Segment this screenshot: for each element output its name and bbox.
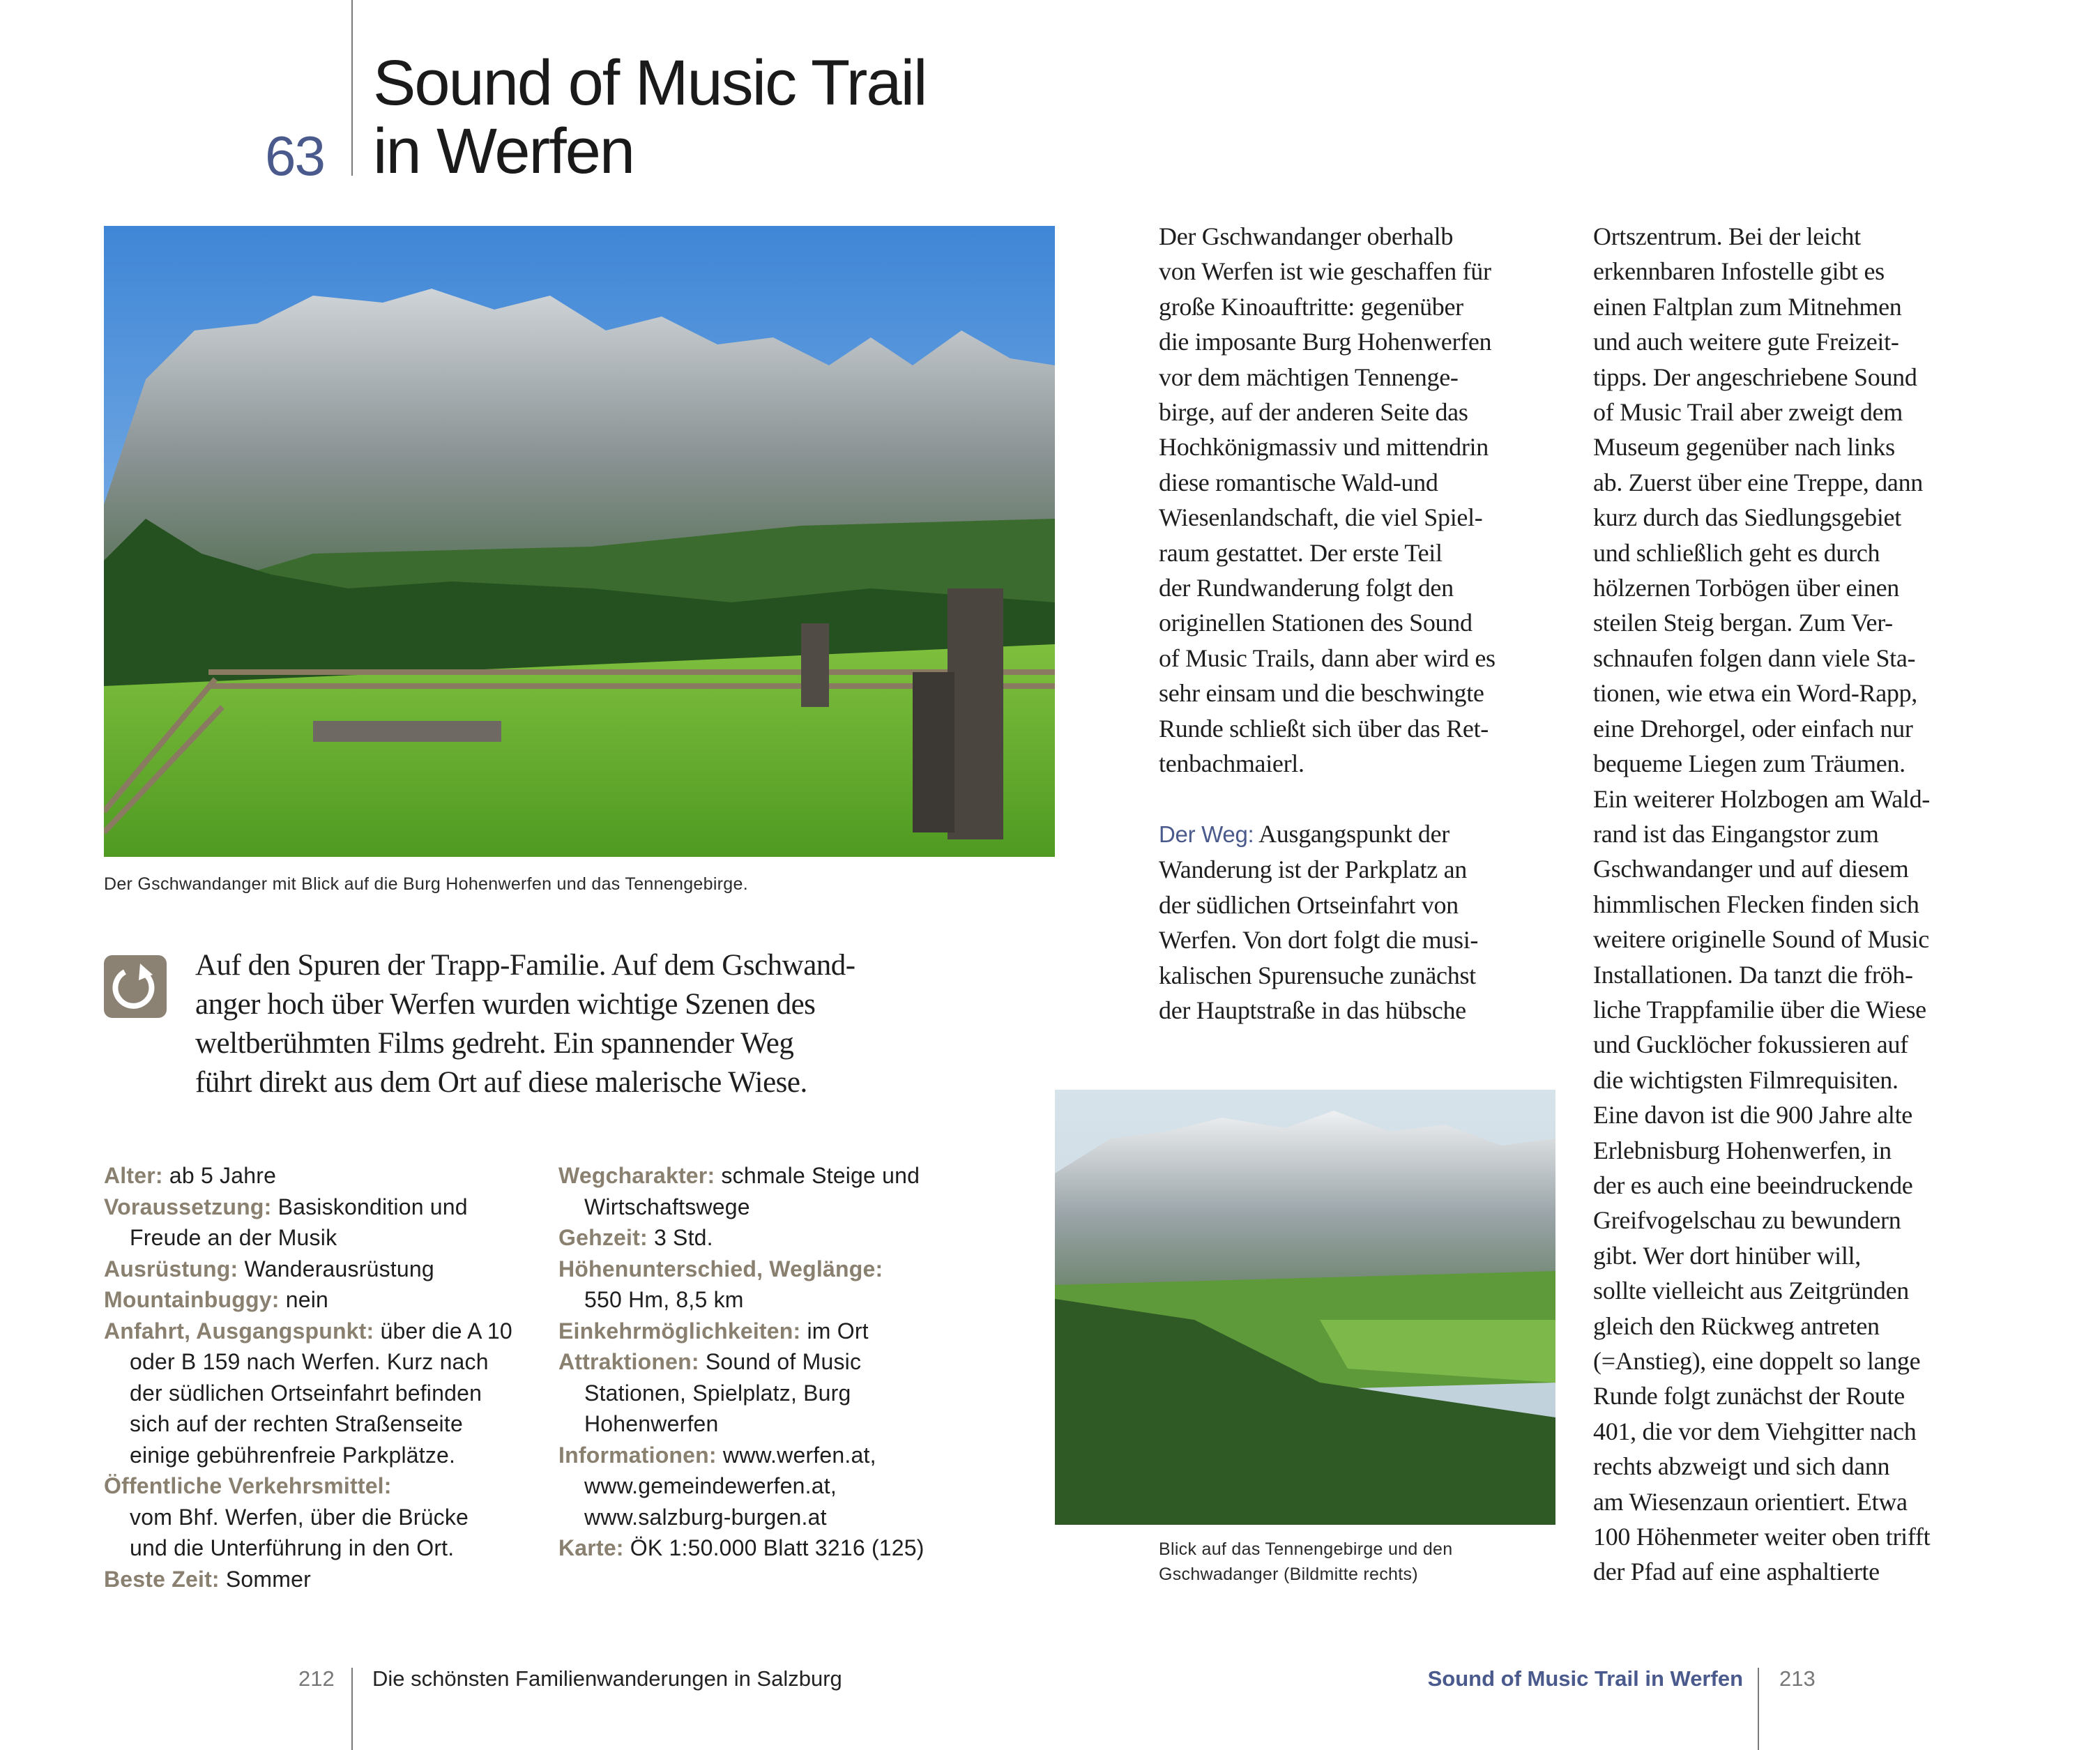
- body-line: kurz durch das Siedlungsgebiet: [1593, 503, 1901, 532]
- info-label: Karte:: [558, 1535, 624, 1560]
- body-line: die wichtigsten Filmrequisiten.: [1593, 1065, 1899, 1094]
- body-line: bequeme Liegen zum Träumen.: [1593, 750, 1905, 778]
- body-line: Gschwandanger und auf diesem: [1593, 855, 1909, 883]
- info-label: Attraktionen:: [558, 1349, 699, 1374]
- info-value: schmale Steige und: [721, 1163, 920, 1188]
- chapter-number: 63: [265, 125, 324, 187]
- info-item: [104, 1160, 550, 1192]
- body-line: of Music Trail aber zweigt dem: [1593, 398, 1903, 427]
- info-value: der südlichen Ortseinfahrt befinden: [130, 1380, 482, 1406]
- body-line: Museum gegenüber nach links: [1593, 433, 1895, 462]
- info-value: sich auf der rechten Straßenseite: [130, 1411, 463, 1436]
- right-page-number: 213: [1779, 1666, 1816, 1691]
- body-line: Erlebnisburg Hohenwerfen, in: [1593, 1136, 1892, 1164]
- info-box-left: [104, 1160, 550, 1595]
- info-value: einige gebührenfreie Parkplätze.: [130, 1442, 456, 1468]
- info-value: Sommer: [225, 1566, 311, 1592]
- circular-arrow-icon: [104, 955, 167, 1018]
- body-line: der es auch eine beeindruckende: [1593, 1171, 1913, 1199]
- info-label: Voraussetzung:: [104, 1194, 272, 1219]
- body-line: tenbachmaierl.: [1159, 750, 1304, 778]
- info-value: www.werfen.at,: [722, 1442, 876, 1468]
- info-value: Basiskondition und: [277, 1194, 468, 1219]
- body-line: tipps. Der angeschriebene Sound: [1593, 363, 1917, 391]
- body-line: (=Anstieg), eine doppelt so lange: [1593, 1347, 1921, 1375]
- caption-line: Gschwadanger (Bildmitte rechts): [1159, 1565, 1418, 1584]
- body-line: der südlichen Ortseinfahrt von: [1159, 890, 1459, 919]
- info-value: ÖK 1:50.000 Blatt 3216 (125): [630, 1535, 925, 1560]
- body-line: tionen, wie etwa ein Word-Rapp,: [1593, 679, 1918, 708]
- info-value: Wirtschaftswege: [584, 1194, 750, 1219]
- lead-line: anger hoch über Werfen wurden wichtige Szenen des: [195, 988, 816, 1021]
- info-item: [558, 1440, 1005, 1471]
- info-label: Einkehrmöglichkeiten:: [558, 1318, 801, 1344]
- title-line: Sound of Music Trail: [373, 47, 927, 119]
- body-column-2: [1593, 219, 1930, 1590]
- caption-line: Blick auf das Tennengebirge und den: [1159, 1539, 1453, 1559]
- info-label: Wegcharakter:: [558, 1163, 715, 1188]
- photo1-caption: Der Gschwandanger mit Blick auf die Burg Hohenwerfen und das Tennengebirge.: [104, 874, 748, 894]
- info-box-right: [558, 1160, 1005, 1564]
- info-value: im Ort: [807, 1318, 869, 1344]
- body-line: diese romantische Wald-und: [1159, 468, 1438, 496]
- info-label: Informationen:: [558, 1442, 717, 1468]
- info-value: Freude an der Musik: [130, 1225, 337, 1250]
- info-value: ab 5 Jahre: [169, 1163, 277, 1188]
- info-item: [558, 1222, 1005, 1254]
- chapter-running-title: Sound of Music Trail in Werfen: [1427, 1666, 1743, 1691]
- body-line: Ein weiterer Holzbogen am Wald-: [1593, 784, 1930, 813]
- body-line: und schließlich geht es durch: [1593, 538, 1880, 567]
- info-value: vom Bhf. Werfen, über die Brücke: [130, 1504, 469, 1530]
- body-line: von Werfen ist wie geschaffen für: [1159, 257, 1491, 286]
- lead-line: Auf den Spuren der Trapp-Familie. Auf dem Gschwand-: [195, 949, 855, 982]
- info-value: 550 Hm, 8,5 km: [584, 1287, 744, 1312]
- info-label: Alter:: [104, 1163, 163, 1188]
- info-value: Wanderausrüstung: [244, 1256, 434, 1281]
- info-item: [104, 1192, 550, 1223]
- body-line: erkennbaren Infostelle gibt es: [1593, 257, 1885, 286]
- info-value: www.gemeindewerfen.at,: [584, 1473, 837, 1498]
- left-page-number: 212: [298, 1666, 335, 1691]
- body-line: gibt. Wer dort hinüber will,: [1593, 1241, 1861, 1270]
- info-value: www.salzburg-burgen.at: [584, 1504, 827, 1530]
- lead-paragraph: [195, 946, 962, 1102]
- body-line: Runde schließt sich über das Ret-: [1159, 714, 1489, 743]
- info-item: [104, 1254, 550, 1285]
- body-line: hölzernen Torbögen über einen: [1593, 574, 1899, 602]
- info-item: [104, 1316, 550, 1347]
- info-value: und die Unterführung in den Ort.: [130, 1535, 455, 1560]
- body-line: der Rundwanderung folgt den: [1159, 574, 1454, 602]
- body-line: und Gucklöcher fokussieren auf: [1593, 1030, 1908, 1059]
- info-label: Mountainbuggy:: [104, 1287, 280, 1312]
- body-line: Greifvogelschau zu bewundern: [1593, 1206, 1901, 1235]
- info-value: oder B 159 nach Werfen. Kurz nach: [130, 1349, 489, 1374]
- info-item: [104, 1564, 550, 1595]
- body-line: Runde folgt zunächst der Route: [1593, 1382, 1905, 1410]
- landscape-image: [104, 226, 1055, 857]
- info-item: [104, 1470, 550, 1502]
- body-line: sollte vielleicht aus Zeitgründen: [1593, 1277, 1909, 1305]
- body-line: himmlischen Flecken finden sich: [1593, 890, 1919, 918]
- body-line: Der Gschwandanger oberhalb: [1159, 222, 1454, 250]
- body-line: einen Faltplan zum Mitnehmen: [1593, 292, 1902, 321]
- body-line: raum gestattet. Der erste Teil: [1159, 538, 1443, 567]
- body-line: Werfen. Von dort folgt die musi-: [1159, 926, 1479, 954]
- body-line: Hochkönigmassiv und mittendrin: [1159, 433, 1489, 462]
- body-line: originellen Stationen des Sound: [1159, 609, 1473, 637]
- footer-divider-left: [351, 1668, 353, 1750]
- body-line: Ausgangspunkt der: [1258, 819, 1450, 848]
- info-label: Höhenunterschied, Weglänge:: [558, 1256, 883, 1281]
- body-line: Installationen. Da tanzt die fröh-: [1593, 960, 1913, 989]
- body-line: 100 Höhenmeter weiter oben trifft: [1593, 1523, 1931, 1551]
- info-value: über die A 10: [380, 1318, 512, 1344]
- body-line: schnaufen folgen dann viele Sta-: [1593, 644, 1916, 672]
- lead-line: führt direkt aus dem Ort auf diese malerische Wiese.: [195, 1066, 807, 1099]
- info-item: [104, 1284, 550, 1316]
- info-item: [558, 1254, 1005, 1285]
- lead-line: weltberühmten Films gedreht. Ein spannender Weg: [195, 1027, 794, 1060]
- info-label: Öffentliche Verkehrsmittel:: [104, 1473, 392, 1498]
- body-line: liche Trappfamilie über die Wiese: [1593, 995, 1926, 1024]
- body-line: Wiesenlandschaft, die viel Spiel-: [1159, 503, 1483, 532]
- body-paragraph-2: [1159, 816, 1496, 1028]
- body-line: rand ist das Eingangstor zum: [1593, 819, 1879, 848]
- body-line: steilen Steig bergan. Zum Ver-: [1593, 609, 1893, 637]
- info-item: [558, 1316, 1005, 1347]
- body-line: und auch weitere gute Freizeit-: [1593, 328, 1899, 356]
- title-line: in Werfen: [373, 116, 634, 187]
- info-item: [558, 1160, 1005, 1192]
- body-line: kalischen Spurensuche zunächst: [1159, 961, 1476, 989]
- body-line: am Wiesenzaun orientiert. Etwa: [1593, 1487, 1908, 1516]
- body-line: ab. Zuerst über eine Treppe, dann: [1593, 468, 1923, 496]
- info-label: Ausrüstung:: [104, 1256, 238, 1281]
- body-line: birge, auf der anderen Seite das: [1159, 398, 1468, 427]
- info-item: [558, 1532, 1005, 1564]
- info-label: Anfahrt, Ausgangspunkt:: [104, 1318, 374, 1344]
- body-line: Eine davon ist die 900 Jahre alte: [1593, 1101, 1912, 1129]
- photo-tennengebirge: [1055, 1090, 1555, 1525]
- body-line: vor dem mächtigen Tennenge-: [1159, 363, 1459, 391]
- body-paragraph-1: [1159, 219, 1496, 782]
- body-line: eine Drehorgel, oder einfach nur: [1593, 714, 1913, 743]
- body-line: der Pfad auf eine asphaltierte: [1593, 1558, 1880, 1586]
- info-label: Gehzeit:: [558, 1225, 648, 1250]
- body-line: die imposante Burg Hohenwerfen: [1159, 328, 1492, 356]
- body-column-1: [1159, 219, 1496, 1028]
- body-line: gleich den Rückweg antreten: [1593, 1311, 1880, 1340]
- info-value: Stationen, Spielplatz, Burg: [584, 1380, 851, 1406]
- body-line: Wanderung ist der Parkplatz an: [1159, 855, 1467, 884]
- body-line: 401, die vor dem Viehgitter nach: [1593, 1417, 1917, 1445]
- body-line: große Kinoauftritte: gegenüber: [1159, 292, 1463, 321]
- body-line: rechts abzweigt und sich dann: [1593, 1452, 1890, 1481]
- info-item: [558, 1346, 1005, 1378]
- body-line: of Music Trails, dann aber wird es: [1159, 644, 1496, 672]
- landscape-image: [1055, 1090, 1555, 1525]
- body-line: weitere originelle Sound of Music: [1593, 925, 1929, 954]
- page-title: [373, 49, 926, 185]
- info-label: Beste Zeit:: [104, 1566, 220, 1592]
- footer-divider-right: [1758, 1668, 1759, 1750]
- photo-gschwandanger: [104, 226, 1055, 857]
- book-title: Die schönsten Familienwanderungen in Salzburg: [372, 1666, 842, 1691]
- body-line: der Hauptstraße in das hübsche: [1159, 996, 1466, 1024]
- info-value: 3 Std.: [653, 1225, 713, 1250]
- body-line: Ortszentrum. Bei der leicht: [1593, 222, 1861, 250]
- photo2-caption: [1159, 1537, 1452, 1587]
- info-value: Sound of Music: [705, 1349, 862, 1374]
- body-line: sehr einsam und die beschwingte: [1159, 679, 1484, 708]
- info-value: nein: [285, 1287, 329, 1312]
- der-weg-label: Der Weg:: [1159, 821, 1254, 847]
- info-value: Hohenwerfen: [584, 1411, 719, 1436]
- header-divider: [351, 0, 353, 176]
